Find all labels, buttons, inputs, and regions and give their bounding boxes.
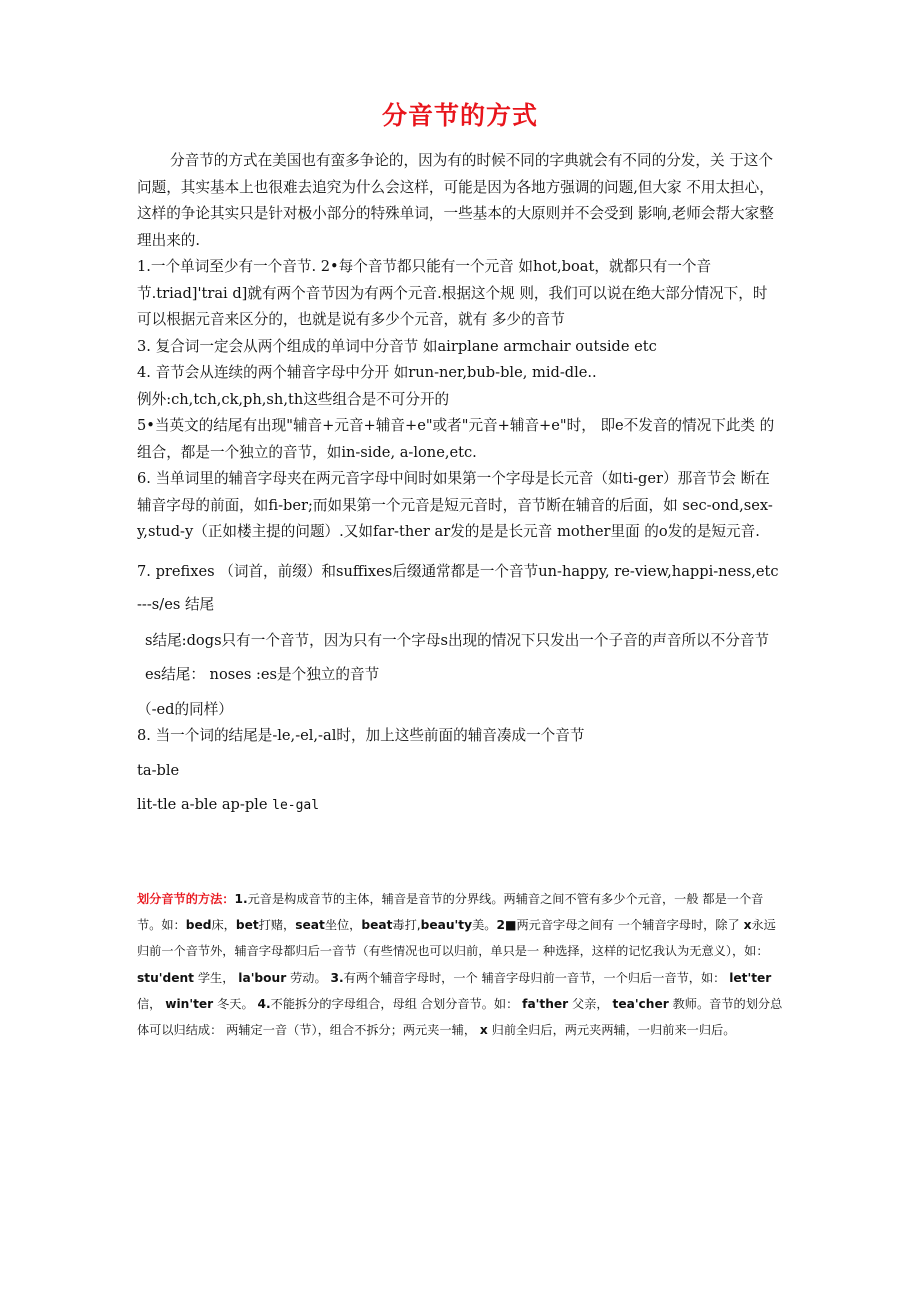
s-es-heading: ---s/es 结尾 [137,595,215,613]
word-seat-meaning: 坐位， [324,918,362,933]
word-winter-meaning: 冬天。 [213,996,258,1011]
rule-5: 5•当英文的结尾有出现"辅音+元音+辅音+e"或者"元音+辅音+e"时， 即e不发音的情况下此类 的组合，都是一个独立的音节，如in-side, a-lone,etc. [137,417,775,461]
s-ending-paragraph: s结尾:dogs只有一个音节，因为只有一个字母s出现的情况下只发出一个子音的声音所以不分音节 [145,631,770,649]
method-label: 划分音节的方法： [137,892,235,906]
rule-exception: 例外:ch,tch,ck,ph,sh,th这些组合是不可分开的 [137,390,450,408]
method-step-3-text: 有两个辅音字母时，一个 辅音字母归前一音节，一个归后一音节，如： [343,970,730,985]
ed-note: （-ed的同样） [137,700,233,718]
word-teacher-meaning: 教师。音节的划分总体可以归结成： 两辅定一音（节），组合不拆分；两元夹一辅， [137,996,783,1038]
rule-8: 8. 当一个词的结尾是-le,-el,-al时，加上这些前面的辅音凑成一个音节 [137,727,585,744]
rule-6: 6. 当单词里的辅音字母夹在两元音字母中间时如果第一个字母是长元音（如ti-ger）那音节会 断在辅音字母的前面，如fi-ber;而如果第一个元音是短元音时，音节断在辅音的后面，如 sec-ond,sex-y,stud-y（正如楼主提的问题）.又如far-ther ar发的是是长元音 mother里面 的o发的是短元音. [137,470,773,540]
letter-x: x [743,918,752,933]
word-bed-meaning: 床， [211,918,236,933]
page-title: 分音节的方式 [381,101,538,130]
word-bet-meaning: 打赌， [258,918,296,933]
method-step-2-text-b: 永远归前一个音节外，辅音字母都归后一音节（有些情况也可以归前，单只是一 种选择，这样的记忆我认为无意义），如： [137,918,776,959]
word-seat: seat [295,918,325,933]
word-letter-meaning: 信， [137,996,166,1011]
method-step-4-number: 4. [257,996,271,1011]
method-summary-end: 归前全归后，两元夹两辅，一归前来一归后。 [487,1023,736,1038]
word-bed: bed [185,918,212,933]
word-father-meaning: 父亲， [568,996,613,1011]
word-beauty: beau'ty [420,918,473,933]
example-legal: le-gal [272,798,320,813]
example-words [137,792,782,820]
method-step-3-number: 3. [330,970,344,985]
example-table: ta-ble [137,761,180,779]
rule-7: 7. prefixes （词首，前缀）和suffixes后缀通常都是一个音节un-happy, re-view,happi-ness,etc [137,562,779,580]
method-section [137,886,787,1043]
example-words-sans: lit-tle a-ble ap-ple [137,796,268,813]
word-beat: beat [361,918,393,933]
rule-3: 3. 复合词一定会从两个组成的单词中分音节 如airplane armchair outside etc [137,337,657,355]
letter-x-2: x [479,1023,488,1038]
word-winter: win'ter [165,996,214,1011]
word-beat-meaning: 毒打, [392,918,421,933]
es-ending-paragraph: es结尾： noses :es是个独立的音节 [145,666,380,683]
document-body [137,148,782,820]
word-letter: let'ter [729,970,772,985]
method-step-1-text: 元音是构成音节的主体，辅音是音节的分界线。两辅音之间不管有多少个元音，一般 都是一个音节。如： [137,892,764,933]
method-step-2-text: 两元音字母之间有 一个辅音字母时，除了 [516,918,744,933]
word-father: fa'ther [522,996,569,1011]
method-step-2-number: 2■ [496,918,517,933]
intro-paragraph: 分音节的方式在美国也有蛮多争论的，因为有的时候不同的字典就会有不同的分发，关 于这个问题，其实基本上也很难去追究为什么会这样，可能是因为各地方强调的问题,但大家 不用太担心，这样的争论其实只是针对极小部分的特殊单词，一些基本的大原则并不会受到 影响,老师会帮大家整理出来的. [137,152,774,249]
rule-4: 4. 音节会从连续的两个辅音字母中分开 如run-ner,bub-ble, mid-dle.. [137,364,597,381]
method-step-1-number: 1. [234,892,248,906]
rule-1-2: 1.一个单词至少有一个音节. 2•每个音节都只能有一个元音 如hot,boat，就都只有一个音节.triad]'trai d]就有两个音节因为有两个元音.根据这个规 则，我们可以说在绝大部分情况下，时可以根据元音来区分的，也就是说有多少个元音，就有 多少的音节 [137,258,768,328]
word-teacher: tea'cher [612,996,669,1011]
word-student-meaning: 学生， [193,970,239,985]
word-beauty-meaning: 美。 [472,918,497,933]
word-labour: la'bour [238,970,287,985]
word-student: stu'dent [137,970,194,985]
word-bet: bet [235,918,259,933]
method-step-4-text: 不能拆分的字母组合，母组 合划分音节。如： [270,996,523,1011]
word-labour-meaning: 劳动。 [286,970,331,985]
